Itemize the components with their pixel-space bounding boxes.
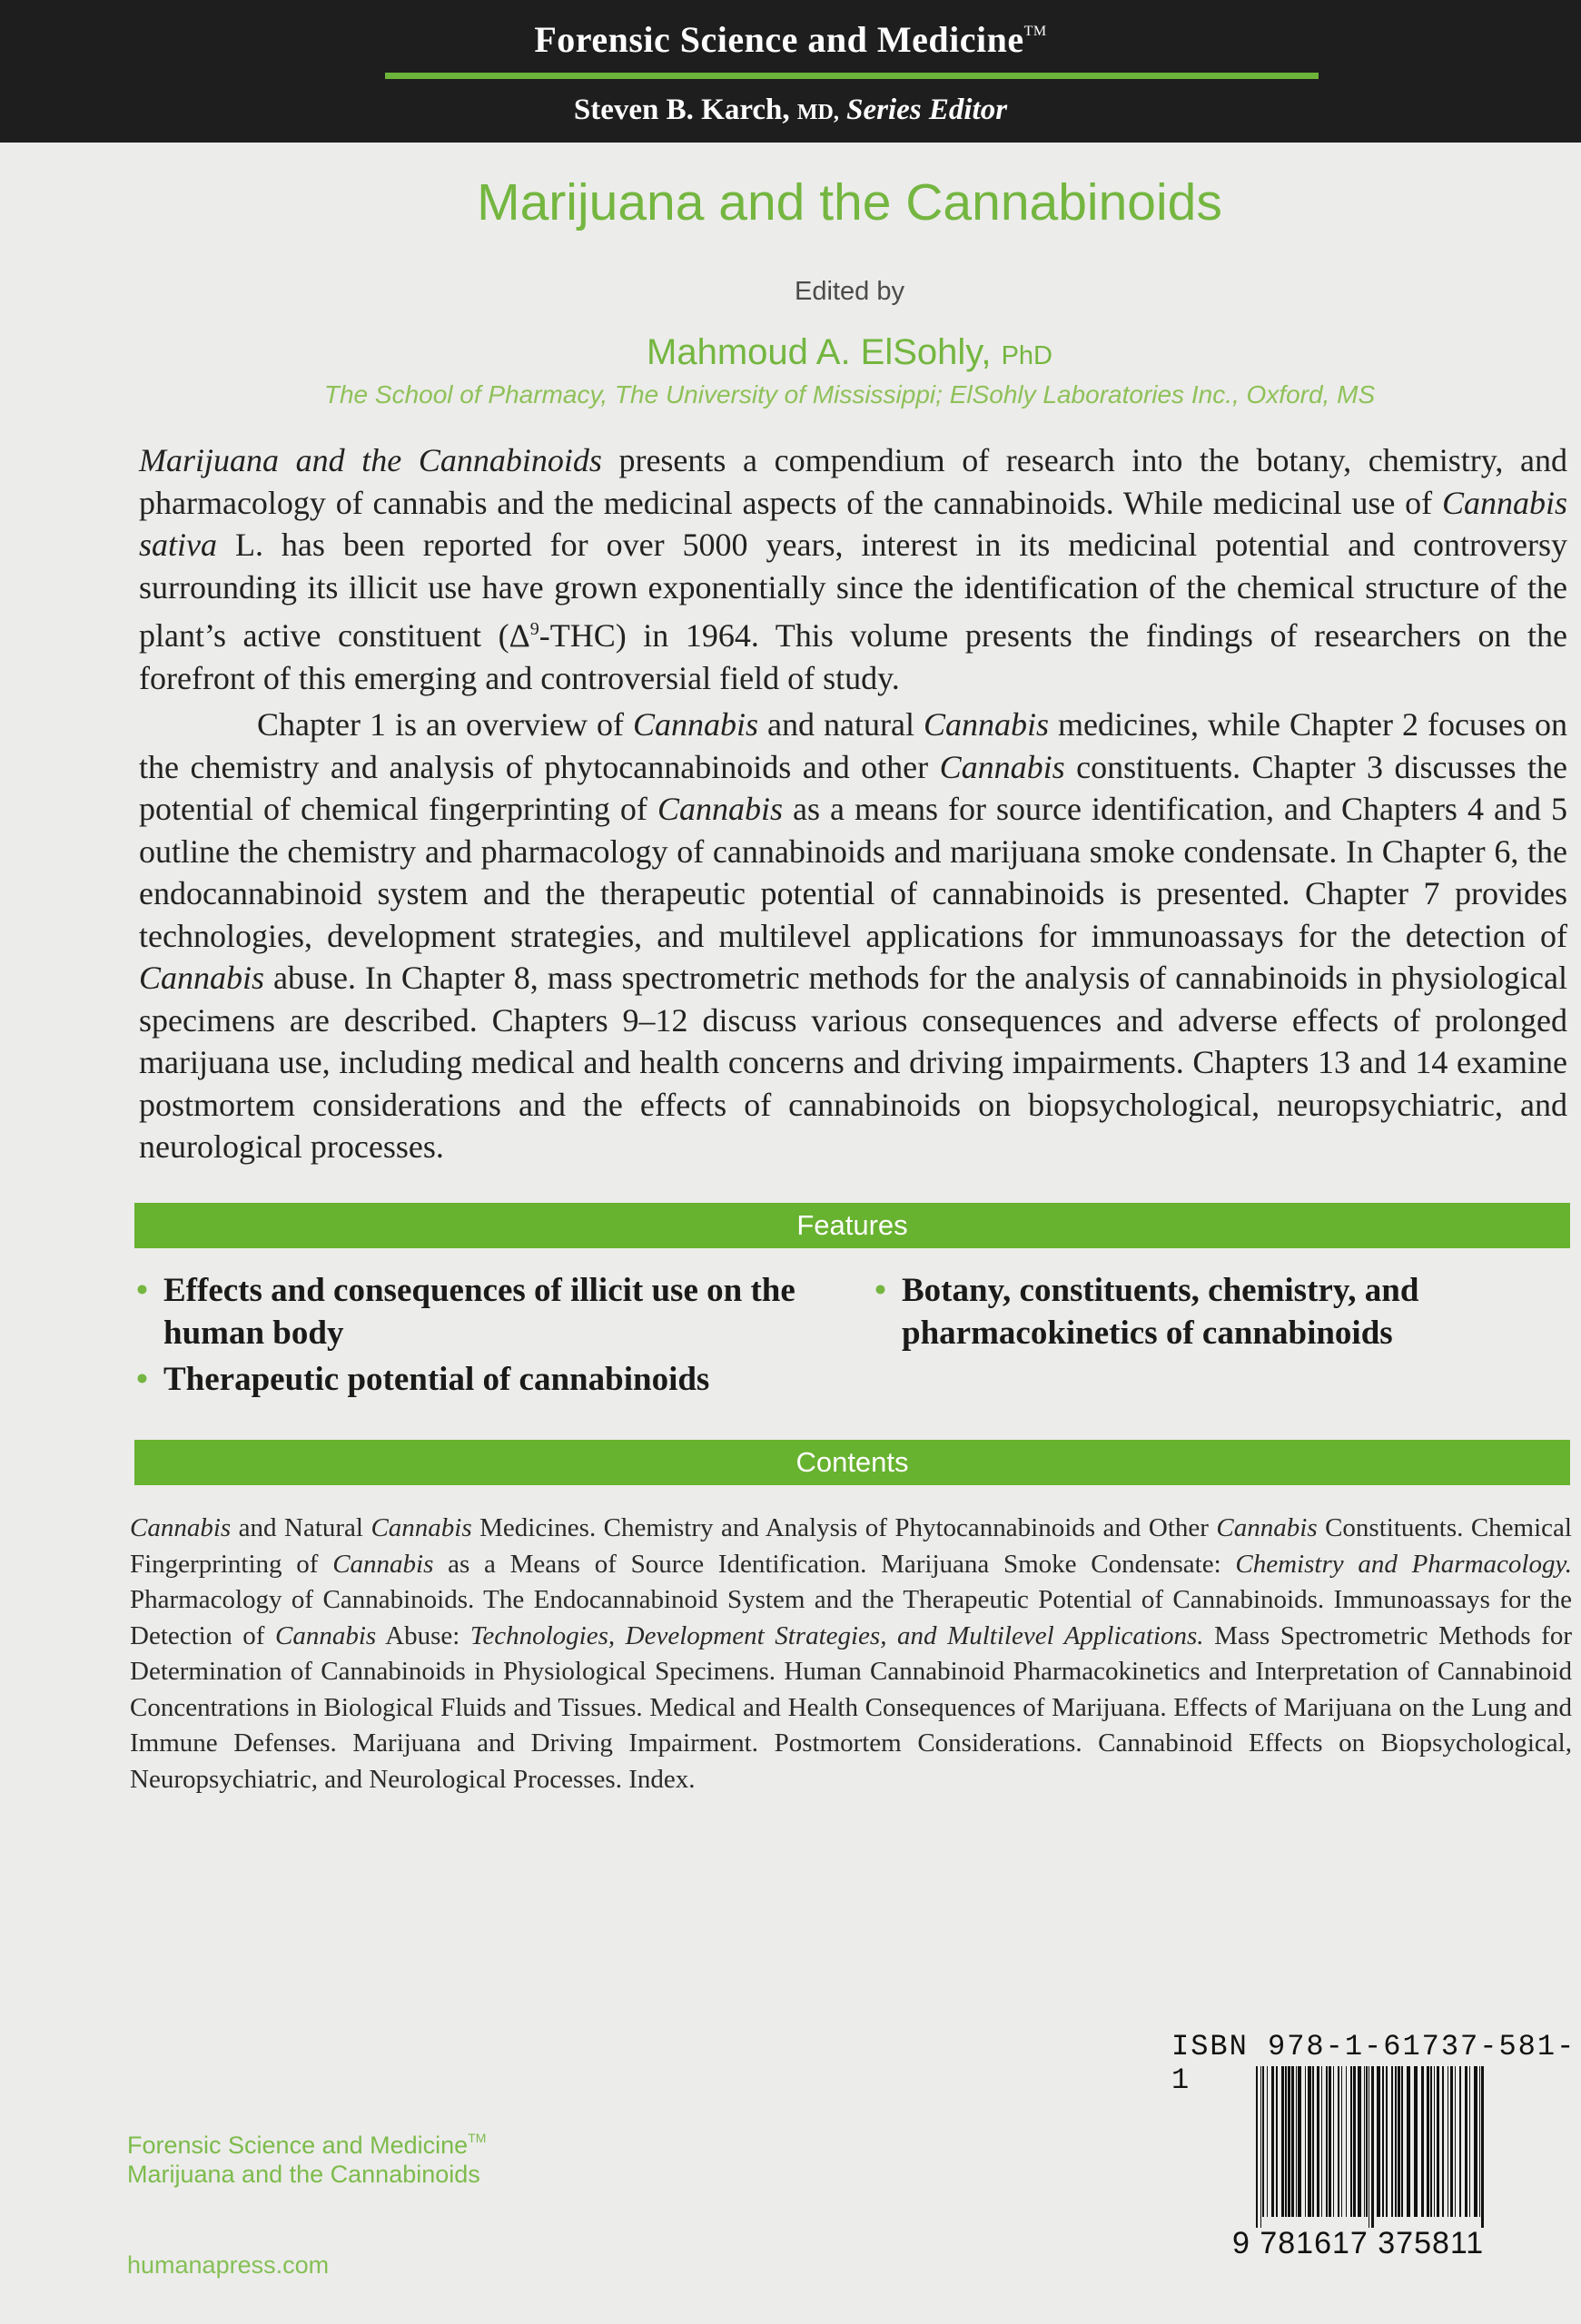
- feature-item: • Botany, constituents, chemistry, and pharmacokinetics of cannabinoids: [902, 1269, 1569, 1354]
- barcode-icon: [1254, 2066, 1488, 2228]
- barcode-bar: [1450, 2066, 1453, 2217]
- contents-segment: Pharmacology of Cannabinoids. The Endocannabinoid System and the Therapeutic Potential of Cannabinoids. Immunoassays for the Detection of: [130, 1585, 1572, 1650]
- barcode-bar: [1329, 2066, 1331, 2217]
- barcode-bar: [1262, 2066, 1264, 2217]
- barcode-bar: [1427, 2066, 1429, 2217]
- barcode-bar: [1421, 2066, 1424, 2217]
- features-heading: Features: [134, 1203, 1570, 1248]
- barcode-bar: [1281, 2066, 1284, 2217]
- contents-segment: and Natural: [231, 1513, 371, 1542]
- barcode-bar: [1430, 2066, 1432, 2217]
- barcode-bar: [1296, 2066, 1297, 2217]
- bullet-icon: •: [136, 1361, 148, 1398]
- contents-segment: Chemistry and Pharmacology.: [1235, 1549, 1572, 1579]
- barcode-bar: [1366, 2066, 1368, 2217]
- book-description: [139, 439, 1567, 1168]
- feature-item: • Effects and consequences of illicit use on the human body: [163, 1269, 872, 1354]
- barcode-bar: [1317, 2066, 1319, 2217]
- barcode-bar: [1469, 2066, 1470, 2217]
- barcode-bar: [1350, 2066, 1352, 2217]
- footer-book-title: Marijuana and the Cannabinoids: [127, 2161, 480, 2188]
- header-divider: [385, 73, 1319, 79]
- barcode-bar: [1321, 2066, 1322, 2217]
- contents-segment: Cannabis: [371, 1513, 472, 1542]
- barcode-bar: [1308, 2066, 1311, 2217]
- contents-segment: as a Means of Source Identification. Marijuana Smoke Condensate:: [433, 1549, 1236, 1579]
- barcode-bar: [1455, 2066, 1456, 2217]
- barcode-digits: 9 781617 375811: [1232, 2226, 1485, 2260]
- barcode-bar: [1364, 2066, 1365, 2217]
- barcode-bar: [1338, 2066, 1339, 2217]
- barcode-bar: [1276, 2066, 1278, 2217]
- barcode-bar: [1326, 2066, 1328, 2217]
- contents-list: [130, 1511, 1572, 1797]
- barcode-bar: [1267, 2066, 1268, 2217]
- barcode-bar: [1305, 2066, 1306, 2217]
- contents-segment: Medicines. Chemistry and Analysis of Phytocannabinoids and Other: [471, 1513, 1217, 1542]
- barcode-bar: [1260, 2066, 1261, 2228]
- series-editor: Steven B. Karch, MD, Series Editor: [573, 94, 1008, 126]
- contents-segment: Constituents. Chemical Fingerprinting of: [130, 1513, 1572, 1579]
- feature-item: • Therapeutic potential of cannabinoids: [163, 1358, 872, 1401]
- barcode-bar: [1401, 2066, 1403, 2217]
- barcode-bar: [1474, 2066, 1477, 2217]
- barcode-bar: [1414, 2066, 1418, 2217]
- barcode-bar: [1459, 2066, 1461, 2217]
- barcode-bar: [1434, 2066, 1435, 2217]
- barcode-bar: [1481, 2066, 1484, 2228]
- barcode-bar: [1386, 2066, 1388, 2217]
- barcode-bar: [1407, 2066, 1410, 2217]
- contents-segment: Technologies, Development Strategies, and Multilevel Applications.: [469, 1620, 1204, 1650]
- barcode-bar: [1291, 2066, 1294, 2217]
- barcode-bar: [1271, 2066, 1274, 2217]
- barcode-bar: [1391, 2066, 1393, 2217]
- barcode-bar: [1398, 2066, 1400, 2217]
- contents-segment: Abuse:: [376, 1620, 470, 1650]
- series-title: Forensic Science and Medicine™: [534, 19, 1047, 60]
- edited-by-label: Edited by: [795, 277, 904, 306]
- barcode-bar: [1298, 2066, 1301, 2217]
- barcode-bar: [1288, 2066, 1290, 2217]
- barcode-bar: [1479, 2066, 1480, 2217]
- barcode-bar: [1358, 2066, 1361, 2217]
- barcode-bar: [1333, 2066, 1334, 2217]
- contents-segment: Cannabis: [1216, 1513, 1318, 1542]
- barcode-bar: [1465, 2066, 1467, 2217]
- barcode-bar: [1256, 2066, 1258, 2228]
- bullet-icon: •: [874, 1272, 886, 1309]
- footer-series: Forensic Science and Medicine™: [127, 2131, 487, 2159]
- book-title: Marijuana and the Cannabinoids: [477, 173, 1222, 231]
- contents-segment: Cannabis: [275, 1620, 377, 1650]
- volume-editor: Mahmoud A. ElSohly, PhD: [647, 332, 1052, 372]
- barcode-bar: [1285, 2066, 1287, 2217]
- barcode-bar: [1382, 2066, 1384, 2217]
- description-paragraph-2: Chapter 1 is an overview of Cannabis and natural Cannabis medicines, while Chapter 2 focuses on the chemistry and analysis of phytocannabinoids and other Cannabis constituents. Chapter 3 discusses the potential of chemical fingerprinting of Cannabis as a means for source identification, and Chapters 4 and 5 outline the chemistry and pharmacology of cannabinoids and marijuana smoke condensate. In Chapter 6, the endocannabinoid system and the therapeutic potential of cannabinoids is presented. Chapter 7 provides technologies, development strategies, and multilevel applications for immunoassays for the detection of Cannabis abuse. In Chapter 8, mass spectrometric methods for the analysis of cannabinoids in physiological specimens are described. Chapters 9–12 discuss various consequences and adverse effects of prolonged marijuana use, including medical and health concerns and driving impairments. Chapters 13 and 14 examine postmortem considerations and the effects of cannabinoids on biopsychological, neuropsychiatric, and neurological processes.: [139, 706, 1568, 1165]
- publisher-website[interactable]: humanapress.com: [127, 2251, 330, 2279]
- editor-affiliation: The School of Pharmacy, The University of Mississippi; ElSohly Laboratories Inc., Oxford, MS: [323, 380, 1376, 409]
- barcode-bar: [1371, 2066, 1374, 2228]
- contents-segment: Cannabis: [130, 1513, 232, 1542]
- barcode-bar: [1353, 2066, 1356, 2217]
- contents-segment: Mass Spectrometric Methods for Determination of Cannabinoids in Physiological Specimens. Human Cannabinoid Pharmacokinetics and Interpretation of Cannabinoid Concentrations in Biological Fluids and Tissues. Medical and Health Consequences of Marijuana. Effects of Marijuana on the Lung and Immune Defenses. Marijuana and Driving Impairment. Postmortem Considerations. Cannabinoid Effects on Biopsychological, Neuropsychiatric, and Neurological Processes. Index.: [130, 1620, 1572, 1794]
- contents-heading: Contents: [134, 1440, 1570, 1485]
- barcode-bar: [1312, 2066, 1314, 2217]
- contents-segment: Cannabis: [332, 1549, 434, 1579]
- barcode-bar: [1341, 2066, 1342, 2217]
- barcode-bar: [1437, 2066, 1439, 2217]
- description-paragraph-1: Marijuana and the Cannabinoids presents a compendium of research into the botany, chemistry, and pharmacology of cannabis and the medicinal aspects of the cannabinoids. While medicinal use of Cannabis sativa L. has been reported for over 5000 years, interest in its medicinal potential and controversy surrounding its illicit use have grown exponentially since the identification of the chemical structure of the plant’s active constituent $(\Delta^9-THC)$ in 1964. This volume presents the findings of researchers on the forefront of this emerging and controversial field of study.: [139, 442, 1568, 696]
- barcode-bar: [1377, 2066, 1380, 2217]
- barcode-bar: [1395, 2066, 1397, 2217]
- barcode-bar: [1346, 2066, 1347, 2217]
- isbn-label: ISBN 978-1-61737-581-1: [1171, 2030, 1576, 2097]
- bullet-icon: •: [136, 1272, 148, 1309]
- barcode-bar: [1442, 2066, 1444, 2217]
